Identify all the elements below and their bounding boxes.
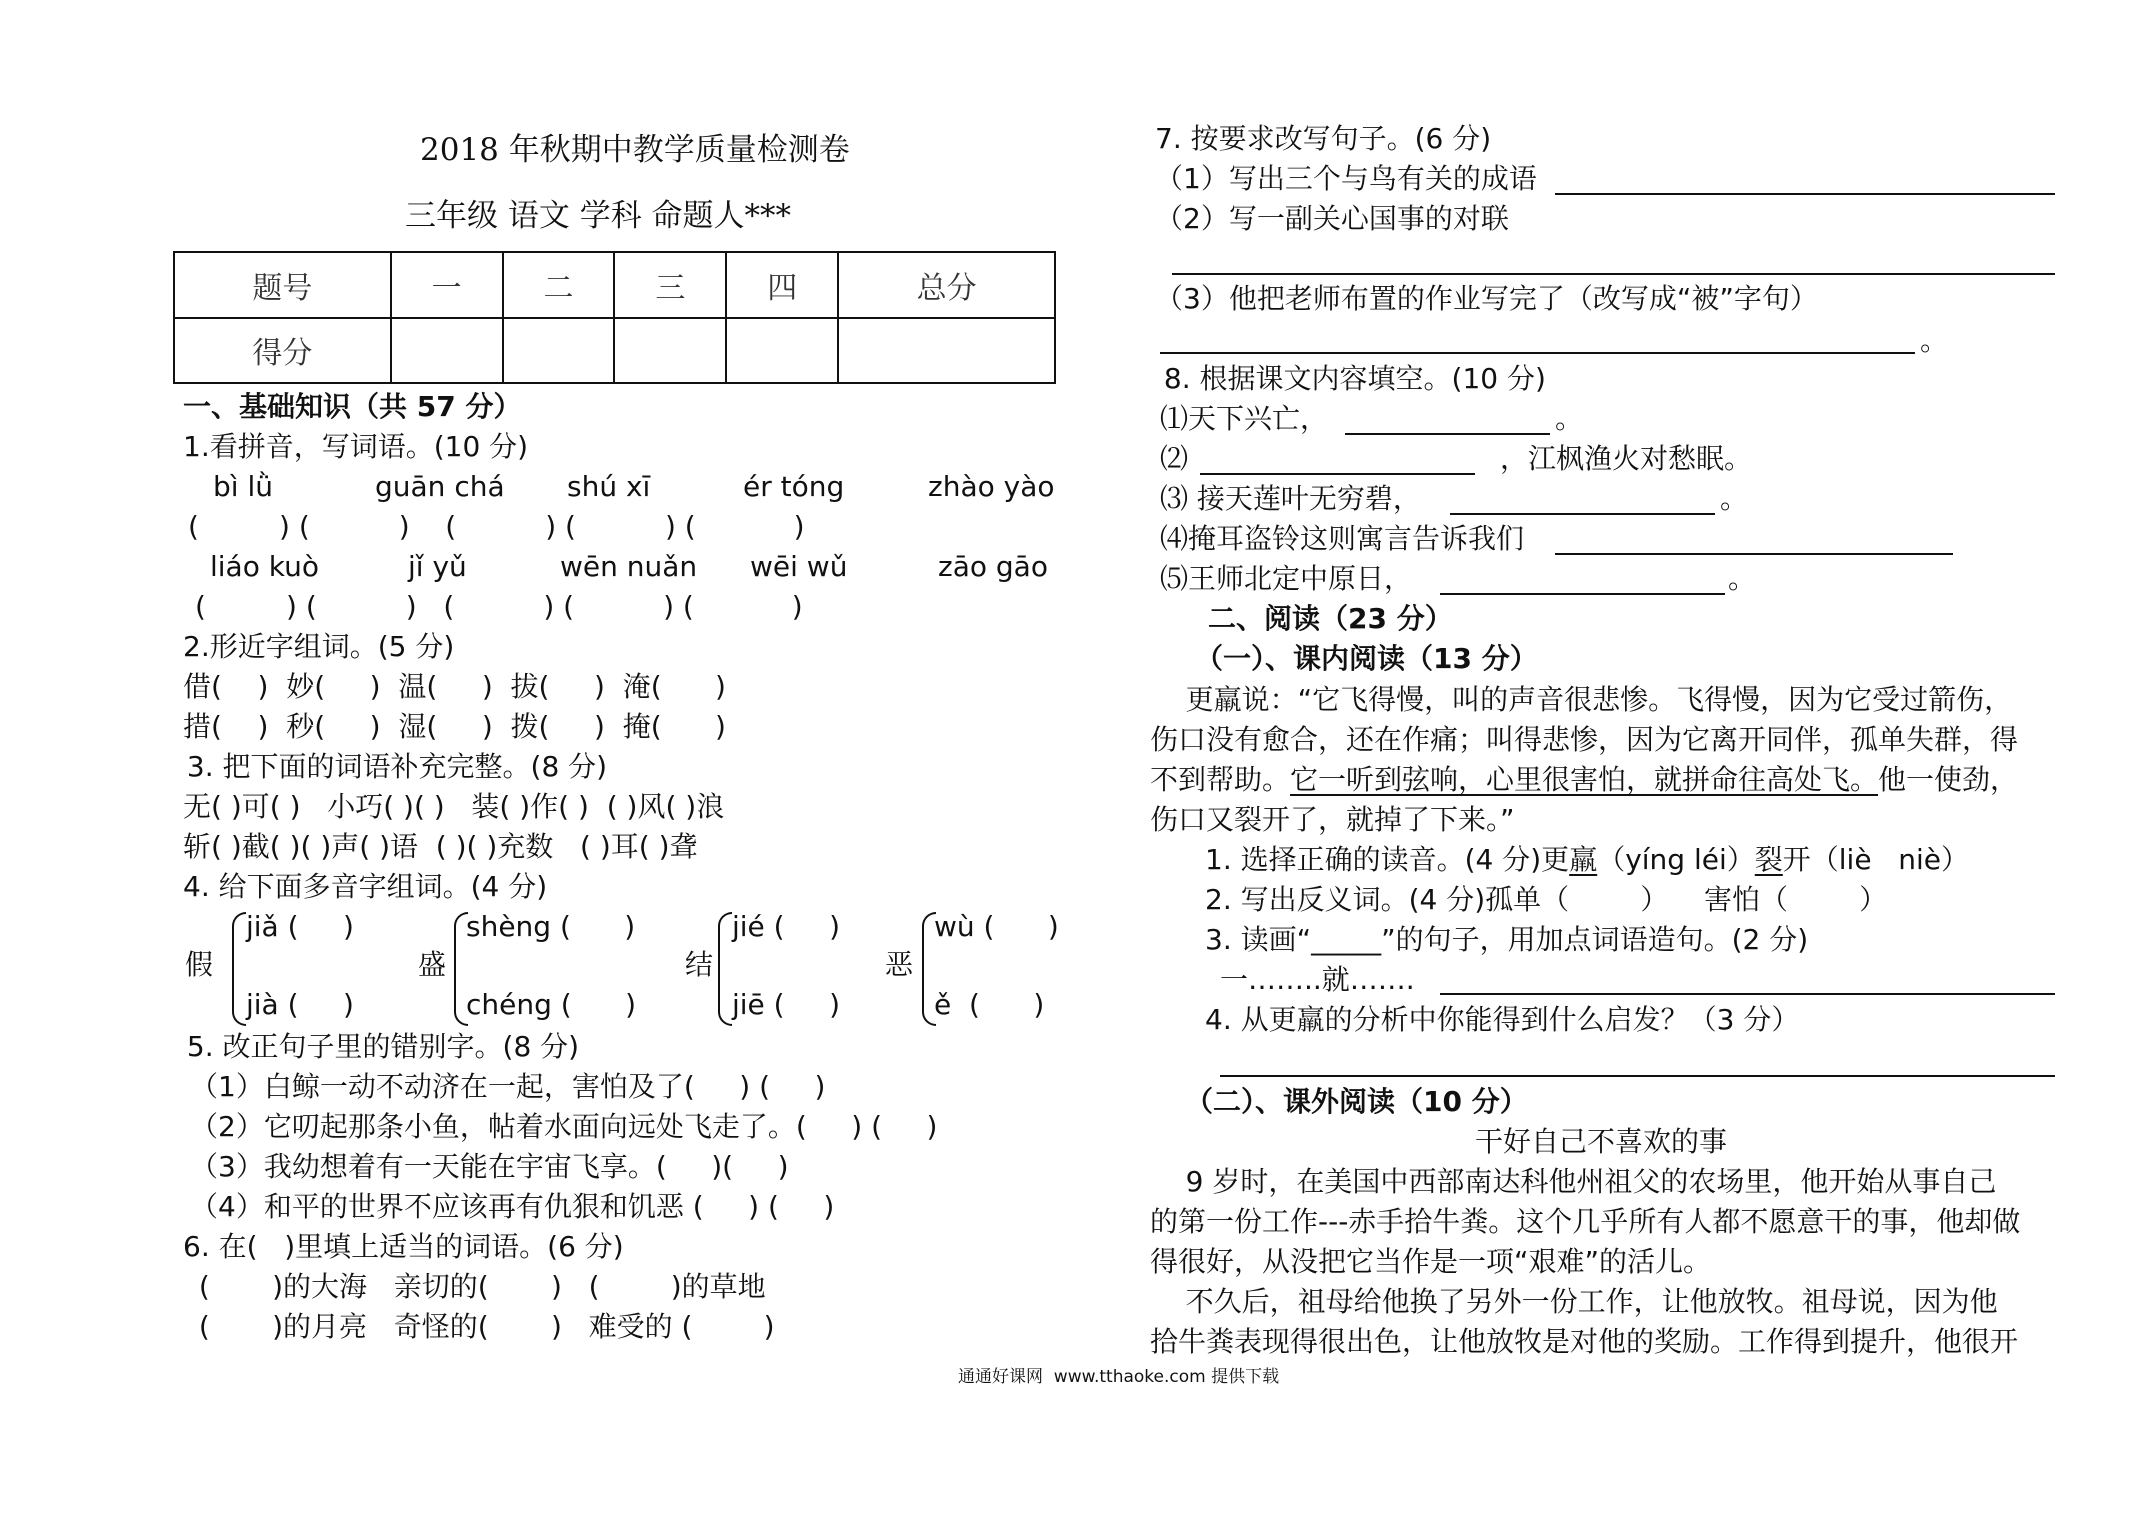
pinyin-word: bì lǜ <box>213 470 273 503</box>
brace-icon <box>232 912 246 1026</box>
pinyin-word: zhào yào <box>928 470 1055 503</box>
q7-item-1: （1）写出三个与鸟有关的成语 <box>1155 162 1537 195</box>
story-line: 得很好，从没把它当作是一项“艰难”的活儿。 <box>1150 1245 1712 1278</box>
answer-brackets-row-1[interactable]: ( ) ( ) ( ) ( ) ( ) <box>188 510 805 543</box>
question-6: 6. 在( )里填上适当的词语。(6 分) <box>183 1230 624 1263</box>
exam-subtitle: 三年级 语文 学科 命题人*** <box>405 198 792 234</box>
reading-q1 <box>1205 843 1969 877</box>
story-line: 的第一份工作---赤手拾牛粪。这个几乎所有人都不愿意干的事，他却做 <box>1150 1205 2021 1238</box>
pinyin-word: ér tóng <box>743 470 845 503</box>
answer-line[interactable] <box>1160 352 1915 354</box>
question-7: 7. 按要求改写句子。(6 分) <box>1155 122 1492 155</box>
pinyin-choice[interactable]: （yíng léi） <box>1597 843 1755 876</box>
polyphone-char: 假 <box>185 948 214 981</box>
q8-item-2-rest: ，江枫渔火对愁眠。 <box>1500 442 1753 475</box>
pinyin-choice[interactable]: 开（liè niè） <box>1782 843 1970 876</box>
score-input-cell[interactable] <box>503 318 615 384</box>
q8-item-5: ⑸王师北定中原日， <box>1160 562 1413 595</box>
exam-title: 2018 年秋期中教学质量检测卷 <box>420 132 850 168</box>
answer-line[interactable] <box>1555 553 1953 555</box>
story-line: 9 岁时，在美国中西部南达科他州祖父的农场里，他开始从事自己 <box>1150 1165 1997 1198</box>
story-title: 干好自己不喜欢的事 <box>1475 1125 1728 1158</box>
section-heading: 二、阅读（23 分） <box>1208 602 1453 635</box>
passage-line: 伤口没有愈合，还在作痛；叫得悲惨，因为它离开同伴，孤单失群，得 <box>1150 723 2019 756</box>
question-4: 4. 给下面多音字组词。(4 分) <box>183 870 548 903</box>
table-cell: 三 <box>614 252 726 318</box>
period: 。 <box>1920 324 1949 357</box>
polyphone-char: 结 <box>685 948 714 981</box>
pinyin-word: shú xī <box>567 470 651 503</box>
q8-item-1: ⑴天下兴亡， <box>1160 402 1329 435</box>
q6-row-2[interactable]: ( )的月亮 奇怪的( ) 难受的 ( ) <box>190 1310 775 1343</box>
q7-item-3: （3）他把老师布置的作业写完了（改写成“被”字句） <box>1155 282 1818 315</box>
q8-item-2: ⑵ <box>1160 442 1189 475</box>
underlined-char: 羸 <box>1569 843 1598 876</box>
answer-line[interactable] <box>1450 513 1715 515</box>
reading-q3-prompt: 一……..就……. <box>1220 963 1415 996</box>
passage-line <box>1150 763 2018 797</box>
score-input-cell[interactable] <box>391 318 503 384</box>
q3-row-1[interactable]: 无( )可( ) 小巧( )( ) 装( )作( ) ( )风( )浪 <box>183 790 725 823</box>
passage-text: 不到帮助。 <box>1150 763 1291 796</box>
polyphone-reading[interactable]: wù ( ) <box>934 910 1059 943</box>
q2-row-2[interactable]: 措( ) 秒( ) 湿( ) 拨( ) 掩( ) <box>183 710 726 743</box>
question-8: 8. 根据课文内容填空。(10 分) <box>1155 362 1546 395</box>
pinyin-word: zāo gāo <box>938 550 1048 583</box>
period: 。 <box>1555 402 1584 435</box>
table-cell: 总分 <box>838 252 1055 318</box>
q5-item[interactable]: （2）它叨起那条小鱼，帖着水面向远处飞走了。( ) ( ) <box>190 1110 938 1143</box>
polyphone-reading[interactable]: jiǎ ( ) <box>246 910 354 943</box>
score-input-cell[interactable] <box>838 318 1055 384</box>
reading-q2[interactable]: 2. 写出反义词。(4 分)孤单（ ） 害怕（ ） <box>1205 883 1888 916</box>
answer-line[interactable] <box>1440 993 2055 995</box>
q8-item-4: ⑷掩耳盗铃这则寓言告诉我们 <box>1160 522 1525 555</box>
table-cell: 题号 <box>174 252 391 318</box>
pinyin-word: liáo kuò <box>210 550 319 583</box>
polyphone-reading[interactable]: chéng ( ) <box>466 988 637 1021</box>
footer-text: 通通好课网 www.tthaoke.com 提供下载 <box>958 1367 1280 1387</box>
answer-brackets-row-2[interactable]: ( ) ( ) ( ) ( ) ( ) <box>195 590 803 623</box>
pinyin-word: jǐ yǔ <box>408 550 467 583</box>
polyphone-reading[interactable]: ě ( ) <box>934 988 1045 1021</box>
q8-item-3: ⑶ 接天莲叶无穷碧， <box>1160 482 1421 515</box>
period: 。 <box>1728 562 1757 595</box>
q5-item[interactable]: （3）我幼想着有一天能在宇宙飞享。( )( ) <box>190 1150 789 1183</box>
polyphone-reading[interactable]: jié ( ) <box>732 910 841 943</box>
question-3: 3. 把下面的词语补充完整。(8 分) <box>178 750 608 783</box>
pinyin-word: wēn nuǎn <box>560 550 698 583</box>
story-line: 拾牛粪表现得很出色，让他放牧是对他的奖励。工作得到提升，他很开 <box>1150 1325 2019 1358</box>
answer-line[interactable] <box>1172 273 2055 275</box>
table-cell: 四 <box>726 252 838 318</box>
table-cell: 一 <box>391 252 503 318</box>
q5-item[interactable]: （1）白鲸一动不动济在一起，害怕及了( ) ( ) <box>190 1070 826 1103</box>
polyphone-reading[interactable]: jiē ( ) <box>732 988 841 1021</box>
period: 。 <box>1720 482 1749 515</box>
score-input-cell[interactable] <box>614 318 726 384</box>
table-row <box>174 252 1055 318</box>
table-cell: 二 <box>503 252 615 318</box>
answer-line[interactable] <box>1555 193 2055 195</box>
polyphone-reading[interactable]: jià ( ) <box>246 988 354 1021</box>
score-input-cell[interactable] <box>726 318 838 384</box>
question-5: 5. 改正句子里的错别字。(8 分) <box>178 1030 580 1063</box>
reading-q3: 3. 读画“_____”的句子，用加点词语造句。(2 分) <box>1205 923 1809 956</box>
score-table <box>173 251 1056 384</box>
question-2: 2.形近字组词。(5 分) <box>183 630 455 663</box>
passage-text: 他一使劲， <box>1878 763 2019 796</box>
answer-line[interactable] <box>1220 1075 2055 1077</box>
question-1: 1.看拼音，写词语。(10 分) <box>183 430 529 463</box>
pinyin-word: wēi wǔ <box>750 550 848 583</box>
reading-q4: 4. 从更羸的分析中你能得到什么启发？（3 分） <box>1205 1003 1800 1036</box>
table-cell: 得分 <box>174 318 391 384</box>
subsection-heading: （一）、课内阅读（13 分） <box>1195 642 1538 675</box>
q5-item[interactable]: （4）和平的世界不应该再有仇狠和饥恶 ( ) ( ) <box>190 1190 835 1223</box>
passage-line: 更羸说：“它飞得慢，叫的声音很悲惨。飞得慢，因为它受过箭伤， <box>1150 683 2013 716</box>
q6-row-1[interactable]: ( )的大海 亲切的( ) ( )的草地 <box>190 1270 766 1303</box>
story-line: 不久后，祖母给他换了另外一份工作，让他放牧。祖母说，因为他 <box>1150 1285 1998 1318</box>
q-text: 1. 选择正确的读音。(4 分)更 <box>1205 843 1570 876</box>
q2-row-1[interactable]: 借( ) 妙( ) 温( ) 拔( ) 淹( ) <box>183 670 726 703</box>
underlined-sentence: 它一听到弦响，心里很害怕，就拼命往高处飞。 <box>1290 763 1879 796</box>
answer-line[interactable] <box>1440 593 1725 595</box>
table-row <box>174 318 1055 384</box>
answer-line[interactable] <box>1345 433 1550 435</box>
underlined-char: 裂 <box>1754 843 1783 876</box>
q7-item-2: （2）写一副关心国事的对联 <box>1155 202 1509 235</box>
answer-line[interactable] <box>1200 473 1475 475</box>
pinyin-word: guān chá <box>375 470 505 503</box>
subsection-heading: （二）、课外阅读（10 分） <box>1185 1085 1528 1118</box>
brace-icon <box>718 912 732 1026</box>
polyphone-char: 盛 <box>418 948 447 981</box>
polyphone-reading[interactable]: shèng ( ) <box>466 910 636 943</box>
polyphone-char: 恶 <box>885 948 914 981</box>
q3-row-2[interactable]: 斩( )截( )( )声( )语 ( )( )充数 ( )耳( )聋 <box>183 830 698 863</box>
passage-line: 伤口又裂开了，就掉了下来。” <box>1150 803 1515 836</box>
section-heading: 一、基础知识（共 57 分） <box>183 390 522 423</box>
